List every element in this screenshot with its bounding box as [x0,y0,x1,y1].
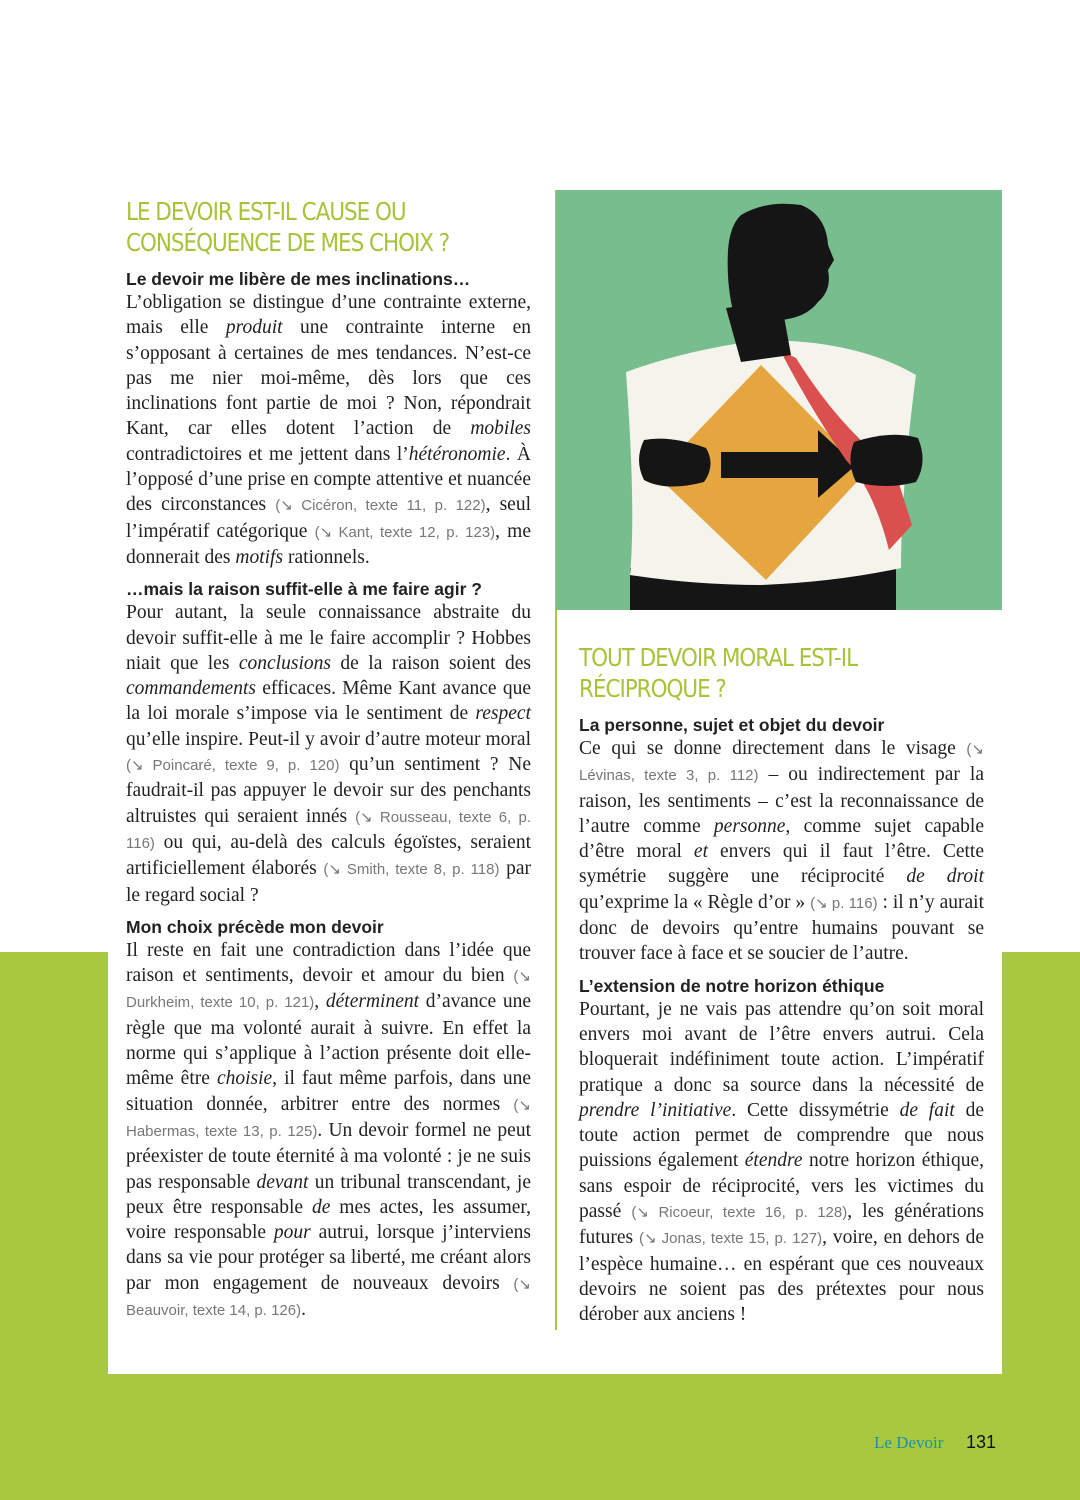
cross-reference: (↘ Jonas, texte 15, p. 127) [638,1230,823,1248]
cross-reference: (↘ Ricoeur, texte 16, p. 128) [631,1204,848,1222]
section2-subheading-2: L’extension de notre horizon éthique [579,975,885,996]
cross-reference: (↘ p. 116) [810,894,878,912]
left-column [126,196,531,1331]
cross-reference: (↘ Smith, texte 8, p. 118) [323,861,500,879]
section1-subheading-2: …mais la raison suffit-elle à me faire agir ? [126,579,482,600]
page-number: 131 [966,1432,997,1452]
cross-reference: (↘ Lévinas, texte 3, p. 112) [579,741,984,785]
section1-subheading-1: Le devoir me libère de mes inclinations… [126,269,471,289]
right-column [579,642,984,1336]
section2-paragraph-1: Ce qui se donne directement dans le visage (↘ Lévinas, texte 3, p. 112) – ou indirectement par la raison, les sentiments – c’est la reconnaissance de l’autre comme personne, comme sujet capable d’être moral et envers qui il faut l’être. Cette symétrie suggère une réciprocité de droit qu’exprime la « Règle d’or » (↘ p. 116) : il n’y aurait donc de devoirs qu’entre humains pouvant se trouver face à face et se soucier de l’autre. [579,738,985,965]
section2-heading [579,642,983,704]
section1-paragraph-3: Il reste en fait une contradiction dans l’idée que raison et sentiments, devoir et amour du bien (↘ Durkheim, texte 10, p. 121), déterminent d’avance une règle que ma volonté aurait à suivre. En effet la norme qui s’applique à l’action présente doit elle-même être choisie, il faut même parfois, dans une situation donnée, arbitrer entre des normes (↘ Habermas, texte 13, p. 125). Un devoir formel ne peut préexister de toute éternité à ma volonté : je ne suis pas responsable devant un tribunal transcendant, je peux être responsable de mes actes, les assumer, voire responsable pour autrui, lorsque j’interviens dans sa vie pour protéger sa liberté, me créant alors par mon engagement de nouveaux devoirs (↘ Beauvoir, texte 14, p. 126). [126,939,531,1320]
cross-reference: (↘ Habermas, texte 13, p. 125) [126,1096,531,1140]
cross-reference: (↘ Kant, texte 12, p. 123) [314,523,496,541]
cross-reference: (↘ Durkheim, texte 10, p. 121) [126,968,531,1012]
superhero-man-illustration [556,190,1002,610]
section2-heading-line1: TOUT DEVOIR MORAL EST-IL [579,643,858,672]
section1-heading-line2: CONSÉQUENCE DE MES CHOIX ? [126,228,450,257]
section1-subheading-3: Mon choix précède mon devoir [126,916,384,937]
cross-reference: (↘ Beauvoir, texte 14, p. 126) [126,1275,531,1319]
section2-paragraph-2: Pourtant, je ne vais pas attendre qu’on soit moral envers moi avant de l’être envers autrui. Cela bloquerait indéfiniment toute action. L’impératif pratique a donc sa source dans la nécessité de prendre l’initiative. Cette dissymétrie de fait de toute action permet de comprendre que nous puissions également étendre notre horizon éthique, sans espoir de réciprocité, vers les victimes du passé (↘ Ricoeur, texte 16, p. 128), les générations futures (↘ Jonas, texte 15, p. 127), voire, en dehors de l’espèce humaine… en espérant que ces nouveaux devoirs ne soient pas des prétextes pour nous dérober aux anciens ! [579,998,985,1326]
section1-heading-line1: LE DEVOIR EST-IL CAUSE OU [126,197,406,226]
section2-heading-line2: RÉCIPROQUE ? [579,674,726,703]
section1-paragraph-2: Pour autant, la seule connaissance abstraite du devoir suffit-elle à me le faire accomplir ? Hobbes niait que les conclusions de la raison soient des commandements efficaces. Même Kant avance que la loi morale s’impose via le sentiment de respect qu’elle inspire. Peut-il y avoir d’autre moteur moral (↘ Poincaré, texte 9, p. 120) qu’un sentiment ? Ne faudrait-il pas appuyer le devoir sur des penchants altruistes qui seraient innés (↘ Rousseau, texte 6, p. 116) ou qui, au-delà des calculs égoïstes, seraient artificiellement élaborés (↘ Smith, texte 8, p. 118) par le regard social ? [126,602,531,906]
running-footer-title: Le Devoir [874,1433,944,1452]
cross-reference: (↘ Cicéron, texte 11, p. 122) [275,497,486,515]
section1-paragraph-1: L’obligation se distingue d’une contrainte externe, mais elle produit une contrainte interne en s’opposant à certaines de mes tendances. N’est-ce pas me nier moi-même, dès lors que ces inclinations font partie de moi ? Non, répondrait Kant, car elles dotent l’action de mobiles contradictoires et me jettent dans l’hétéronomie. À l’opposé d’une prise en compte attentive et nuancée des circonstances (↘ Cicéron, texte 11, p. 122), seul l’impératif catégorique (↘ Kant, texte 12, p. 123), me donnerait des motifs rationnels. [126,292,531,568]
cross-reference: (↘ Rousseau, texte 6, p. 116) [126,808,531,852]
cross-reference: (↘ Poincaré, texte 9, p. 120) [126,757,340,775]
section1-heading [126,196,530,258]
section2-subheading-1: La personne, sujet et objet du devoir [579,715,885,735]
right-hand-silhouette [850,435,922,486]
